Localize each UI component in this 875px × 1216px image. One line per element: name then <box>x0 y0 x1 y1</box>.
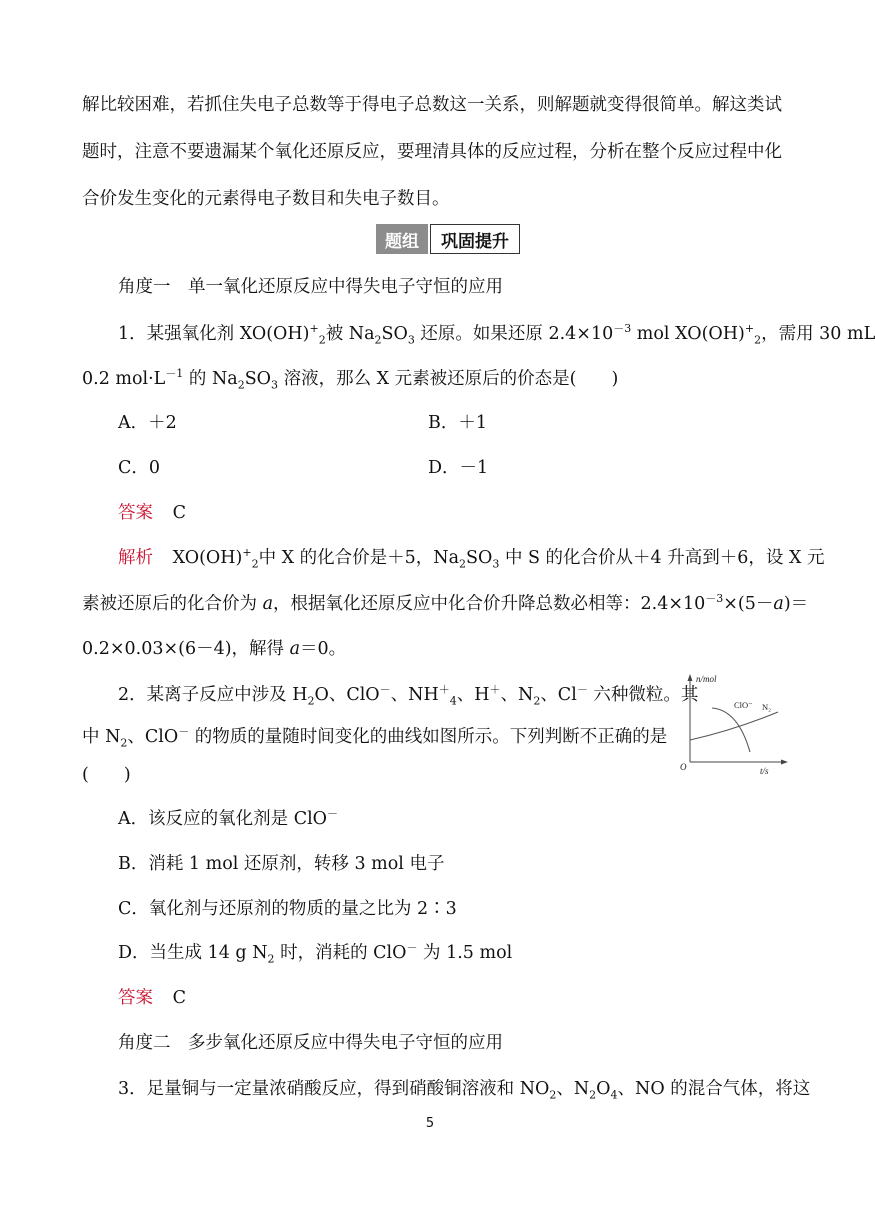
q2-option-c: C．氧化剂与还原剂的物质的量之比为 2∶3 <box>118 899 457 919</box>
q1-option-a: A．＋2 <box>118 413 177 433</box>
intro-line-2: 题时，注意不要遗漏某个氧化还原反应，要理清具体的反应过程，分析在整个反应过程中化 <box>82 142 782 162</box>
answer-value: C <box>172 988 186 1008</box>
clo-curve <box>712 708 750 752</box>
q2-option-d: D．当生成 14 g $N_2$ 时，消耗的 ClO－ 为 1.5 mol <box>118 941 513 966</box>
n2-curve <box>690 712 778 740</box>
q1-option-b: B．＋1 <box>428 413 487 433</box>
origin-label: O <box>680 762 687 772</box>
x-axis-arrow <box>781 760 788 765</box>
y-axis-arrow <box>688 674 693 681</box>
q1-line-2: 0.2 $mol\cdot L^{-1}$ 的 $Na_2SO_3$ 溶液，那么 X 元素被还原后的价态是( ) <box>82 367 619 392</box>
answer-value: C <box>172 503 186 523</box>
q1-analysis-line-2: 素被还原后的化合价为 a，根据氧化还原反应中化合价升降总数必相等：$2.4\times 10^{-3}\times(5-a)=$ <box>82 592 809 614</box>
q2-option-b: B．消耗 1 mol 还原剂，转移 3 mol 电子 <box>118 854 445 874</box>
q3-line-1: 3．足量铜与一定量浓硝酸反应，得到硝酸铜溶液和 $NO_2$、$N_2O_4$、NO 的混合气体，将这 <box>118 1079 811 1102</box>
y-axis-label: n/mol <box>696 674 717 684</box>
q2-line-2: 中 $N_2$、ClO－ 的物质的量随时间变化的曲线如图所示。下列判断不正确的是 <box>82 725 668 750</box>
n-vs-t-graph <box>674 670 794 778</box>
q2-answer <box>118 987 186 1009</box>
answer-label: 答案 <box>118 503 153 523</box>
q1-analysis-line-1: 解析 $XO(OH)^+_2$中 X 的化合价是＋5，$Na_2SO_3$ 中 S 的化合价从＋4 升高到＋6，设 X 元 <box>118 546 825 571</box>
banner-tag: 题组 <box>376 224 428 254</box>
q1-analysis-line-3: 0.2×0.03×(6－4)，解得 a＝0。 <box>82 639 347 659</box>
q2-line-1: 2．某离子反应中涉及 $H_2O$、ClO－、$NH^+_4$、H＋、$N_2$、Cl－ 六种微粒。其 <box>118 683 699 708</box>
q1-line-1: 1．某强氧化剂 $XO(OH)^+_2$被 $Na_2SO_3$ 还原。如果还原 $2.4\times 10^{-3}$ mol $XO(OH)^+_2$，需用 30 mL <box>118 322 875 347</box>
q2-line-3: ( ) <box>82 765 131 785</box>
intro-line-1: 解比较困难，若抓住失电子总数等于得电子总数这一关系，则解题就变得很简单。解这类试 <box>82 95 782 115</box>
q2-option-a: A．该反应的氧化剂是 ClO－ <box>118 807 339 829</box>
angle-2-heading: 角度二 多步氧化还原反应中得失电子守恒的应用 <box>118 1033 503 1053</box>
angle-1-heading: 角度一 单一氧化还原反应中得失电子守恒的应用 <box>118 277 503 297</box>
q1-option-c: C．0 <box>118 458 161 478</box>
x-axis-label: t/s <box>760 766 769 776</box>
page-number: 5 <box>425 1116 435 1131</box>
section-banner <box>376 224 520 254</box>
clo-label: ClO⁻ <box>734 700 753 710</box>
n2-label: N₂ <box>762 702 772 712</box>
q1-answer <box>118 502 186 524</box>
intro-line-3: 合价发生变化的元素得电子数目和失电子数目。 <box>82 189 450 209</box>
q1-option-d: D．－1 <box>428 458 489 478</box>
answer-label: 答案 <box>118 988 153 1008</box>
banner-title: 巩固提升 <box>430 224 520 254</box>
analysis-label: 解析 <box>118 548 153 568</box>
